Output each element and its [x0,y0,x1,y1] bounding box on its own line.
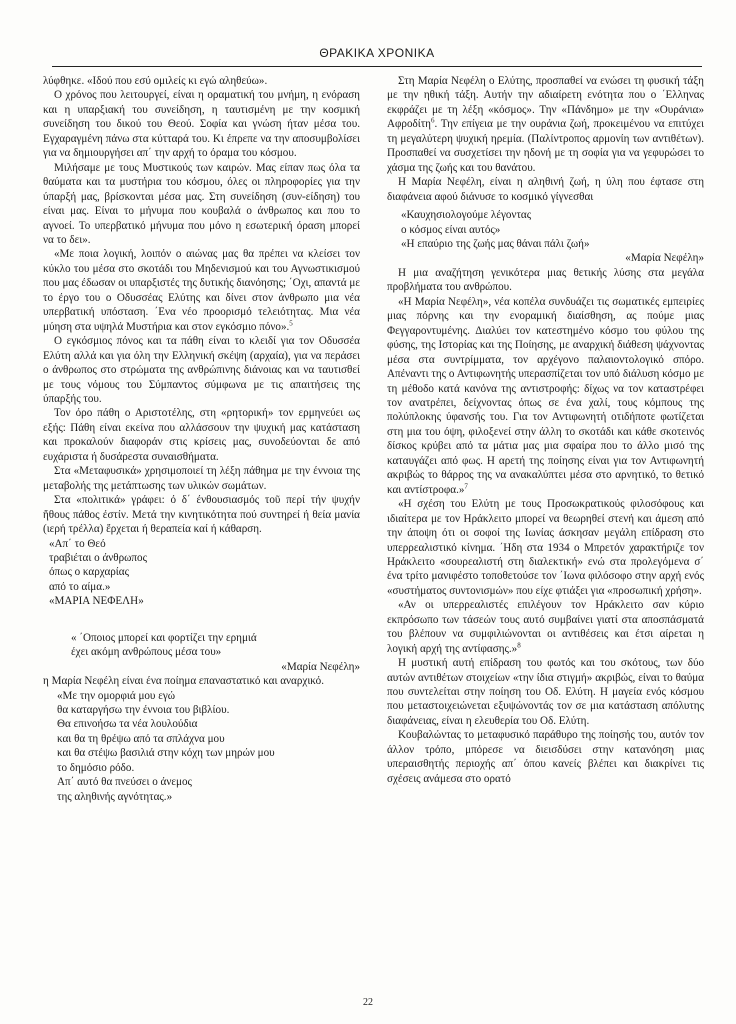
paragraph: Στα «πολιτικά» γράφει: ό δ΄ ένθουσιασμός τοῦ περί τήν ψυχήν ἤθους πάθος έστίν. Μετά την κινητικότητα πού συντηρεί ή θεία μανία (ιερή τρέλλα) ἔρχεται ή θεραπεία καί ή κάθαρση. [43,494,360,536]
verse-line: και θα τη θρέψω από τα σπλάχνα μου [57,732,225,745]
page-number: 22 [363,997,373,1008]
footnote-marker: 8 [517,640,521,649]
paragraph: Η Μαρία Νεφέλη, είναι η αληθινή ζωή, η ύλη που έφτασε στη διαφάνεια αφού διάνυσε το κοσμικό γίγνεσθαι [387,176,704,203]
verse-source: «Μαρία Νεφέλη» [625,252,704,265]
poem-quote [43,689,360,805]
poem-quote [387,208,704,266]
verse-line: τραβιέται ο άνθρωπος [49,551,147,564]
poem-quote [43,631,360,674]
footnote-marker: 6 [430,116,435,125]
footnote-marker: 7 [464,482,468,490]
paragraph-text: Στη Μαρία Νεφέλη ο Ελύτης, προσπαθεί να ενώσει τη φυσική τάξη με την ηθική τάξη. Αυτήν την αδιαίρετη ενότητα που ο ΄Ελληνας εκφράζει με τη λέξη «κόσμος». Την «Πάνδημο» με την «Ουράνια» Αφροδίτη [387,75,704,131]
paragraph: «Η σχέση του Ελύτη με τους Προσωκρατικούς φιλοσόφους και ιδιαίτερα με τον Ηράκλειτο μπορεί να θεωρηθεί στενή και άμεση από την άποψη ότι οι σοφοί της Ιωνίας άσκησαν μεγάλη επίδραση στο υπερρεαλιστικό κίνημα. ΄Ηδη στα 1934 ο Μπρετόν χαρακτήριζε τον Ηράκλειτο «σουρεαλιστή στη διαλεκτική» ενώ στα προλεγόμενα σ΄ ένα τρίτο μανιφέστο τοποθετούσε τον ΄Ιωνα φιλόσοφο στην αρχή ενός «συστήματος συντονισμών» που είχε φτιάξει για «προσωπική χρήση». [387,498,704,597]
verse-line: Απ΄ αυτό θα πνεύσει ο άνεμος [57,776,192,789]
verse-line: «Καυχησιολογούμε λέγοντας [401,209,532,222]
poem-quote [43,537,360,609]
verse-line: όπως ο καρχαρίας [49,566,129,579]
paragraph: Ο εγκόσμιος πόνος και τα πάθη είναι το κλειδί για τον Οδυσσέα Ελύτη αλλά και για όλη την Ελληνική σκέψη (αρχαία), για να περάσει ο άνθρωπος στο στρώματα της ανθρώπινης διάνοιας και να ταυτισθεί με τους νόμους του Σύμπαντος σύμφωνα με τις απαιτήσεις της ύπαρξής του. [43,335,360,405]
verse-source: «Μαρία Νεφέλη» [281,660,360,673]
verse-line: το δημόσιο ρόδο. [57,761,135,774]
paragraph: Στα «Μεταφυσικά» χρησιμοποιεί τη λέξη πάθημα με την έννοια της μεταβολής της μετάπτωσης των υλικών σωμάτων. [43,465,360,492]
verse-line: Θα επινοήσω τα νέα λουλούδια [57,718,198,731]
verse-line: έχει ακόμη ανθρώπους μέσα του» [71,646,222,659]
paragraph [387,74,704,175]
paragraph [387,598,704,656]
verse-line: από το αίμα.» [49,580,111,593]
paragraph: λύφθηκε. «Ιδού που εσύ ομιλείς κι εγώ αληθεύω». [43,75,268,87]
right-column [387,74,704,786]
paragraph-text: «Με ποια λογική, λοιπόν ο αιώνας μας θα πρέπει να κλείσει τον κύκλο του μέσα στο σκοτάδι του Μηδενισμού και του Αγνωστικισμού που μας έδωσαν οι υπαρξιστές της δυτικής διανόησης; ΄Οχι, απαντά με το έργο του ο Οδυσσέας Ελύτης και δίνει στον άνθρωπο μια νέα υπερβατική υπόσταση. ΄Ενα νέο προορισμό τελειότητας. Μια νέα μύηση στα υψηλά Μυστήρια και στον εγκόσμιο πόνο». [43,248,360,333]
paragraph-text: . Την επίγεια με την ουράνια ζωή, προκειμένου να επιτύχει τη μεγαλύτερη ψυχική ηρεμία. (Παλίντροπος αρμονίη των αντιθέτων). Προσπαθεί να συσχετίσει την ηδονή με τη σοφία για να γεφυρώσει το χάσμα της ζωής και του θανάτου. [387,118,704,174]
verse-line: και θα στέψω βασιλιά στην κόχη των μηρών μου [57,747,275,760]
left-column [43,74,360,804]
header-rule [52,66,702,67]
verse-line: « ΄Οποιος μπορεί και φορτίζει την ερημιά [71,631,257,644]
paragraph: Μιλήσαμε με τους Μυστικούς των καιρών. Μας είπαν πως όλα τα θαύματα και τα μυστήρια του κόσμου, όλες οι πληροφορίες για την ύπαρξή μας, βρίσκονται μέσα μας. Στη συνείδηση (συν-είδηση) του είναι μας. Είναι το μήνυμα που κουβαλά ο άνθρωπος και που το αγνοεί. Το υπερβατικό μήνυμα που μόνο η εσωτερική όραση μπορεί να το δει». [43,161,360,246]
paragraph: Τον όρο πάθη ο Αριστοτέλης, στη «ρητορική» τον ερμηνεύει ως εξής: Πάθη είναι εκείνα που αλλάσσουν την ψυχική μας κατάσταση και προκαλούν διαφοράν στις κρίσεις μας, συνοδεύονται δε από ευχάριστα ή δυσάρεστα συναισθήματα. [43,407,360,463]
verse-source: «ΜΑΡΙΑ ΝΕΦΕΛΗ» [49,595,144,608]
paragraph [387,295,704,497]
paragraph: Η μυστική αυτή επίδραση του φωτός και του σκότους, των δύο αυτών αντιθέτων στοιχείων «την ίδια στιγμή» ακριβώς, είναι το θαύμα που συντελείται στην ποίηση του Οδ. Ελύτη. Η μαγεία ενός κόσμου που μεταστοιχειώνεται εξυψώνοντάς τον σε μια κατάσταση απόλυτης διαφάνειας, είναι η ελευθερία του Οδ. Ελύτη. [387,657,704,727]
paragraph: Η μια αναζήτηση γενικότερα μιας θετικής λύσης στα μεγάλα προβλήματα του ανθρώπου. [387,266,704,294]
paragraph-text: «Αν οι υπερρεαλιστές επιλέγουν τον Ηράκλειτο σαν κύριο εκπρόσωπο των τάσεών τους αυτό συμβαίνει γιατί στα αποσπάσματά του βλέπουν να συμφιλιώνονται οι αντιθέσεις και έτσι αίρεται η λογική αρχή της αντίφασης.» [387,599,704,655]
verse-line: «Η επαύριο της ζωής μας θάναι πάλι ζωή» [401,237,590,250]
paragraph: Κουβαλώντας το μεταφυσικό παράθυρο της ποίησής του, αυτόν τον άλλον τρόπο, μπόρεσε να διεισδύσει στην κατανόηση μιας υπεραισθητής περιοχής απ΄ όπου κανείς βλέπει και διακρίνει τις σχέσεις ανάμεσα στο ορατό [387,729,704,785]
verse-line: της αληθινής αγνότητας.» [57,790,173,803]
verse-line: ο κόσμος είναι αυτός» [401,223,501,236]
verse-line: «Με την ομορφιά μου εγώ [57,689,176,702]
verse-line: «Απ΄ το Θεό [49,537,106,550]
paragraph-text: «Η Μαρία Νεφέλη», νέα κοπέλα συνδυάζει τις σωματικές εμπειρίες μιας πόρνης και την ενοραμική διαίσθηση, ας πούμε μιας Φεγγαροντυμένης. Διαλύει τον κατεστημένο κόσμο του φύλου της φύσης, της Ιστορίας και της Ποίησης, με αναρχική διάθεση ψάχνοντας μέσα στα συντρίμματα, τον αρχέγονο παλαιοντολογικό σπόρο. Απέναντι της ο Αντιφωνητής υπερασπίζεται τον υπό διάλυση κόσμο με τη μέθοδο κατά κανόνα της αντιστροφής: δίχως να τον καταστρέφει τον ανατρέπει, δείχνοντας όπως σε ένα χαλί, τους κόμπους της πολύπλοκης ύφανσής του. Για τον Αντιφωνητή οτιδήποτε φωτίζεται στη μια του όψη, φιλοξενεί στην άλλη το σκοτάδι και κάθε σκοτεινός δίσκος κρύβει από τα μάτια μας μια σφαίρα που το άλλο μισό της καταυγάζει από φως. Η αρετή της ποίησης είναι για τον Αντιφωνητή ακριβώς το θάρρος της να ανακαλύπτει μέσα στο αρνητικό, το θετικό και αντίστροφα.» [387,295,704,496]
verse-line: θα καταργήσω την έννοια του βιβλίου. [57,704,230,717]
running-header: ΘΡΑΚΙΚΑ ΧΡΟΝΙΚΑ [319,46,435,60]
paragraph [43,247,360,334]
footnote-marker: 5 [289,319,293,328]
paragraph: Ο χρόνος που λειτουργεί, είναι η οραματική του μνήμη, η ενόραση και η υπαρξιακή του συνείδηση, η ταυτισμένη με την κοσμική συνείδηση του δικού του Θεού. Σοφία και γνώση ήταν μέσα του. Εγχαραγμένη πάνω στα κύτταρά του. Κι έπρεπε να την αποσυμβολίσει για να δημιουργήσει απ΄ την αρχή το όραμα του κόσμου. [43,89,360,160]
paragraph: η Μαρία Νεφέλη είναι ένα ποίημα επαναστατικό και αναρχικό. [43,675,324,688]
